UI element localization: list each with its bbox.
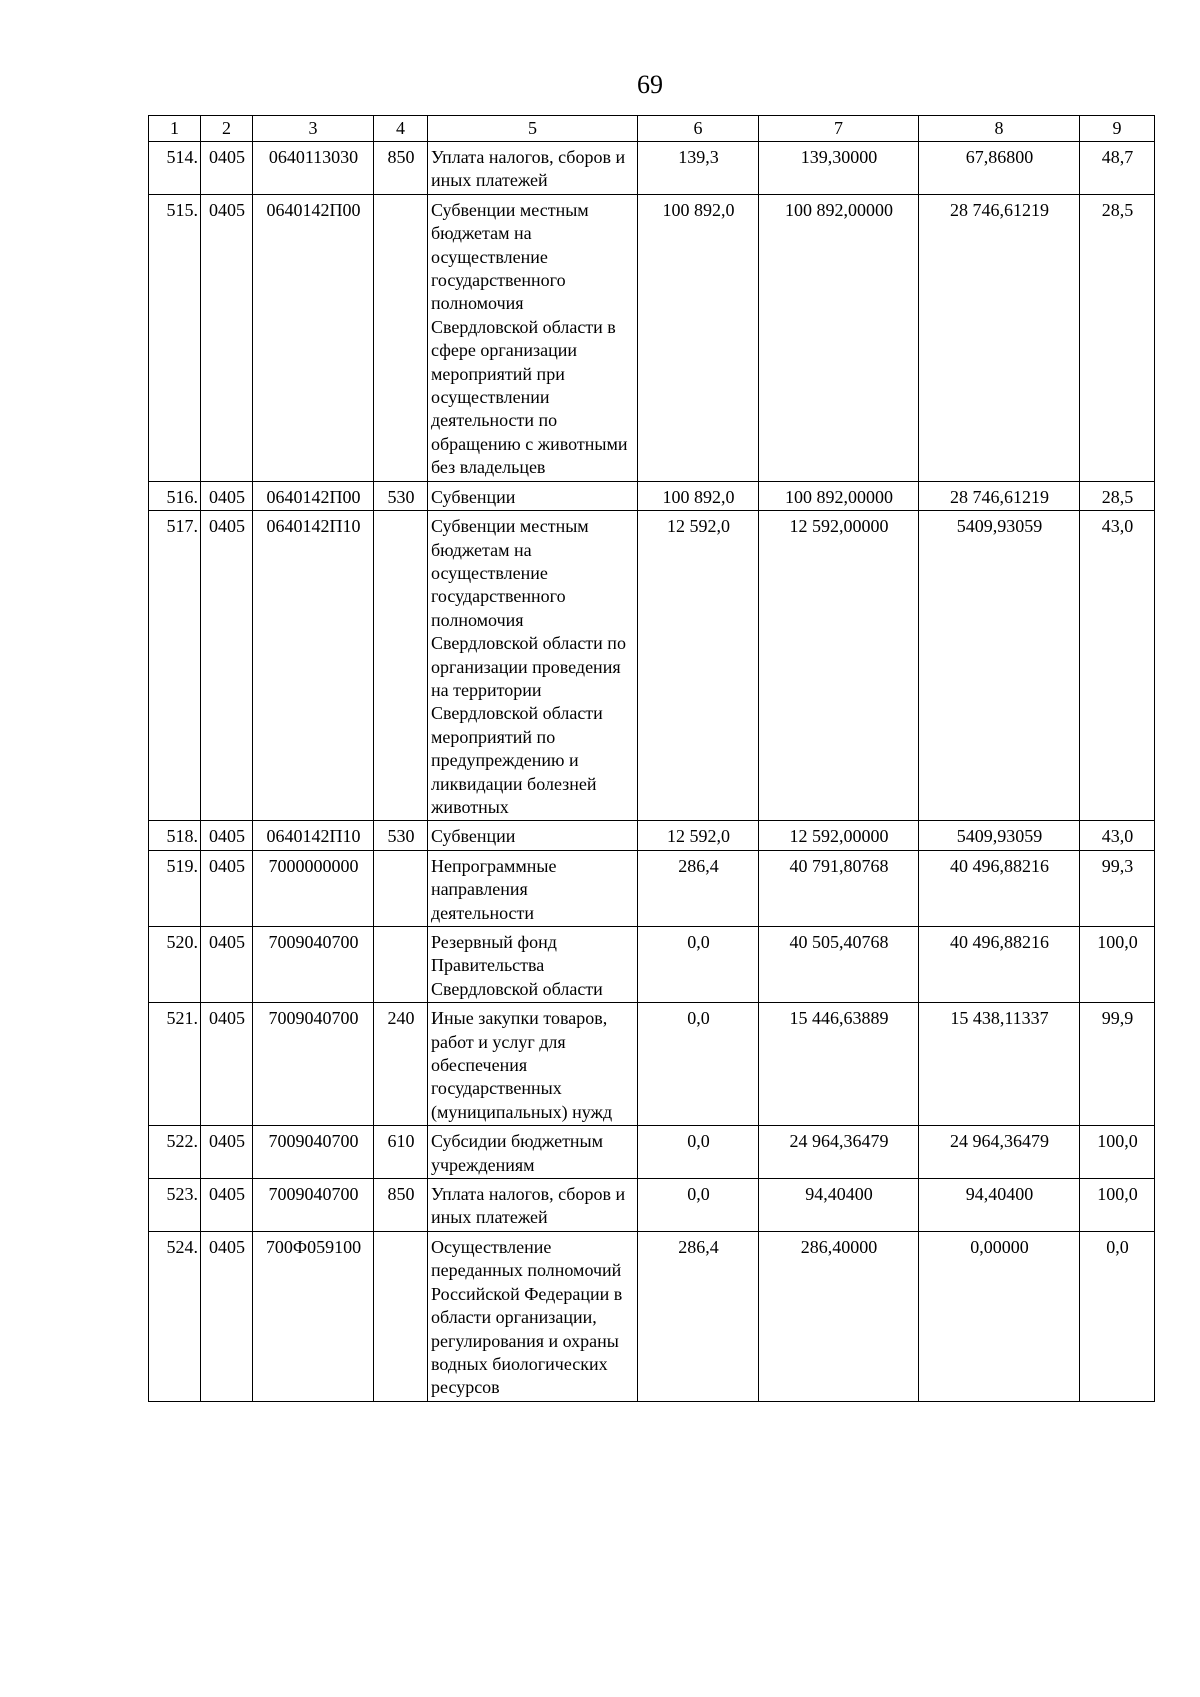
plan-cell: 0,0 bbox=[638, 1003, 759, 1126]
executed-cell: 5409,93059 bbox=[919, 821, 1080, 850]
row-number-cell: 523. bbox=[149, 1179, 201, 1232]
column-header: 6 bbox=[638, 116, 759, 142]
row-number-cell: 514. bbox=[149, 142, 201, 195]
row-number-cell: 520. bbox=[149, 927, 201, 1003]
column-header: 2 bbox=[201, 116, 253, 142]
expense-type-cell: 610 bbox=[374, 1126, 428, 1179]
refined-plan-cell: 100 892,00000 bbox=[759, 194, 919, 481]
budget-table bbox=[148, 115, 1155, 1402]
percent-cell: 99,9 bbox=[1080, 1003, 1155, 1126]
expense-type-cell bbox=[374, 927, 428, 1003]
executed-cell: 40 496,88216 bbox=[919, 927, 1080, 1003]
refined-plan-cell: 12 592,00000 bbox=[759, 511, 919, 821]
row-number-cell: 524. bbox=[149, 1231, 201, 1401]
column-header: 7 bbox=[759, 116, 919, 142]
expense-type-cell: 530 bbox=[374, 481, 428, 510]
percent-cell: 100,0 bbox=[1080, 1126, 1155, 1179]
target-article-cell: 0640142П00 bbox=[253, 481, 374, 510]
table-row bbox=[149, 1003, 1155, 1126]
plan-cell: 12 592,0 bbox=[638, 821, 759, 850]
row-number-cell: 516. bbox=[149, 481, 201, 510]
expense-type-cell bbox=[374, 511, 428, 821]
executed-cell: 28 746,61219 bbox=[919, 194, 1080, 481]
plan-cell: 0,0 bbox=[638, 927, 759, 1003]
target-article-cell: 7009040700 bbox=[253, 1003, 374, 1126]
target-article-cell: 0640142П10 bbox=[253, 511, 374, 821]
section-code-cell: 0405 bbox=[201, 142, 253, 195]
description-cell: Уплата налогов, сборов и иных платежей bbox=[428, 1179, 638, 1232]
percent-cell: 43,0 bbox=[1080, 511, 1155, 821]
refined-plan-cell: 286,40000 bbox=[759, 1231, 919, 1401]
target-article-cell: 0640142П10 bbox=[253, 821, 374, 850]
description-cell: Резервный фонд Правительства Свердловской области bbox=[428, 927, 638, 1003]
plan-cell: 0,0 bbox=[638, 1126, 759, 1179]
refined-plan-cell: 24 964,36479 bbox=[759, 1126, 919, 1179]
expense-type-cell: 850 bbox=[374, 142, 428, 195]
percent-cell: 0,0 bbox=[1080, 1231, 1155, 1401]
column-header: 3 bbox=[253, 116, 374, 142]
percent-cell: 99,3 bbox=[1080, 850, 1155, 926]
expense-type-cell: 850 bbox=[374, 1179, 428, 1232]
expense-type-cell: 530 bbox=[374, 821, 428, 850]
column-header: 5 bbox=[428, 116, 638, 142]
table-row bbox=[149, 511, 1155, 821]
plan-cell: 139,3 bbox=[638, 142, 759, 195]
description-cell: Иные закупки товаров, работ и услуг для обеспечения государственных (муниципальных) нужд bbox=[428, 1003, 638, 1126]
target-article-cell: 7009040700 bbox=[253, 927, 374, 1003]
row-number-cell: 519. bbox=[149, 850, 201, 926]
row-number-cell: 518. bbox=[149, 821, 201, 850]
plan-cell: 100 892,0 bbox=[638, 194, 759, 481]
refined-plan-cell: 139,30000 bbox=[759, 142, 919, 195]
description-cell: Субвенции bbox=[428, 821, 638, 850]
description-cell: Субвенции местным бюджетам на осуществление государственного полномочия Свердловской области в сфере организации мероприятий при осуществлении деятельности по обращению с животными без владельцев bbox=[428, 194, 638, 481]
target-article-cell: 7009040700 bbox=[253, 1179, 374, 1232]
expense-type-cell bbox=[374, 850, 428, 926]
target-article-cell: 700Ф059100 bbox=[253, 1231, 374, 1401]
table-row bbox=[149, 142, 1155, 195]
section-code-cell: 0405 bbox=[201, 821, 253, 850]
plan-cell: 0,0 bbox=[638, 1179, 759, 1232]
percent-cell: 28,5 bbox=[1080, 481, 1155, 510]
description-cell: Субвенции bbox=[428, 481, 638, 510]
executed-cell: 94,40400 bbox=[919, 1179, 1080, 1232]
plan-cell: 100 892,0 bbox=[638, 481, 759, 510]
percent-cell: 28,5 bbox=[1080, 194, 1155, 481]
executed-cell: 28 746,61219 bbox=[919, 481, 1080, 510]
table-row bbox=[149, 927, 1155, 1003]
row-number-cell: 521. bbox=[149, 1003, 201, 1126]
description-cell: Непрограммные направления деятельности bbox=[428, 850, 638, 926]
executed-cell: 15 438,11337 bbox=[919, 1003, 1080, 1126]
expense-type-cell bbox=[374, 194, 428, 481]
refined-plan-cell: 12 592,00000 bbox=[759, 821, 919, 850]
expense-type-cell: 240 bbox=[374, 1003, 428, 1126]
row-number-cell: 522. bbox=[149, 1126, 201, 1179]
executed-cell: 24 964,36479 bbox=[919, 1126, 1080, 1179]
column-header: 4 bbox=[374, 116, 428, 142]
percent-cell: 100,0 bbox=[1080, 927, 1155, 1003]
plan-cell: 286,4 bbox=[638, 1231, 759, 1401]
target-article-cell: 7009040700 bbox=[253, 1126, 374, 1179]
description-cell: Субсидии бюджетным учреждениям bbox=[428, 1126, 638, 1179]
executed-cell: 0,00000 bbox=[919, 1231, 1080, 1401]
section-code-cell: 0405 bbox=[201, 1003, 253, 1126]
description-cell: Уплата налогов, сборов и иных платежей bbox=[428, 142, 638, 195]
section-code-cell: 0405 bbox=[201, 481, 253, 510]
column-header: 8 bbox=[919, 116, 1080, 142]
row-number-cell: 517. bbox=[149, 511, 201, 821]
expense-type-cell bbox=[374, 1231, 428, 1401]
section-code-cell: 0405 bbox=[201, 1179, 253, 1232]
percent-cell: 43,0 bbox=[1080, 821, 1155, 850]
refined-plan-cell: 40 505,40768 bbox=[759, 927, 919, 1003]
table-row bbox=[149, 1179, 1155, 1232]
section-code-cell: 0405 bbox=[201, 1126, 253, 1179]
table-row bbox=[149, 481, 1155, 510]
executed-cell: 67,86800 bbox=[919, 142, 1080, 195]
header-row bbox=[149, 116, 1155, 142]
section-code-cell: 0405 bbox=[201, 1231, 253, 1401]
target-article-cell: 7000000000 bbox=[253, 850, 374, 926]
section-code-cell: 0405 bbox=[201, 511, 253, 821]
refined-plan-cell: 40 791,80768 bbox=[759, 850, 919, 926]
refined-plan-cell: 94,40400 bbox=[759, 1179, 919, 1232]
section-code-cell: 0405 bbox=[201, 194, 253, 481]
target-article-cell: 0640142П00 bbox=[253, 194, 374, 481]
row-number-cell: 515. bbox=[149, 194, 201, 481]
column-header: 1 bbox=[149, 116, 201, 142]
target-article-cell: 0640113030 bbox=[253, 142, 374, 195]
table-row bbox=[149, 850, 1155, 926]
section-code-cell: 0405 bbox=[201, 850, 253, 926]
page-number: 69 bbox=[637, 70, 663, 99]
table-row bbox=[149, 821, 1155, 850]
column-header: 9 bbox=[1080, 116, 1155, 142]
description-cell: Осуществление переданных полномочий Российской Федерации в области организации, регулирования и охраны водных биологических ресурсов bbox=[428, 1231, 638, 1401]
description-cell: Субвенции местным бюджетам на осуществление государственного полномочия Свердловской области по организации проведения на территории Свердловской области мероприятий по предупреждению и ликвидации болезней животных bbox=[428, 511, 638, 821]
plan-cell: 286,4 bbox=[638, 850, 759, 926]
executed-cell: 40 496,88216 bbox=[919, 850, 1080, 926]
section-code-cell: 0405 bbox=[201, 927, 253, 1003]
plan-cell: 12 592,0 bbox=[638, 511, 759, 821]
table-row bbox=[149, 194, 1155, 481]
executed-cell: 5409,93059 bbox=[919, 511, 1080, 821]
refined-plan-cell: 15 446,63889 bbox=[759, 1003, 919, 1126]
percent-cell: 100,0 bbox=[1080, 1179, 1155, 1232]
table-row bbox=[149, 1231, 1155, 1401]
table-row bbox=[149, 1126, 1155, 1179]
refined-plan-cell: 100 892,00000 bbox=[759, 481, 919, 510]
percent-cell: 48,7 bbox=[1080, 142, 1155, 195]
